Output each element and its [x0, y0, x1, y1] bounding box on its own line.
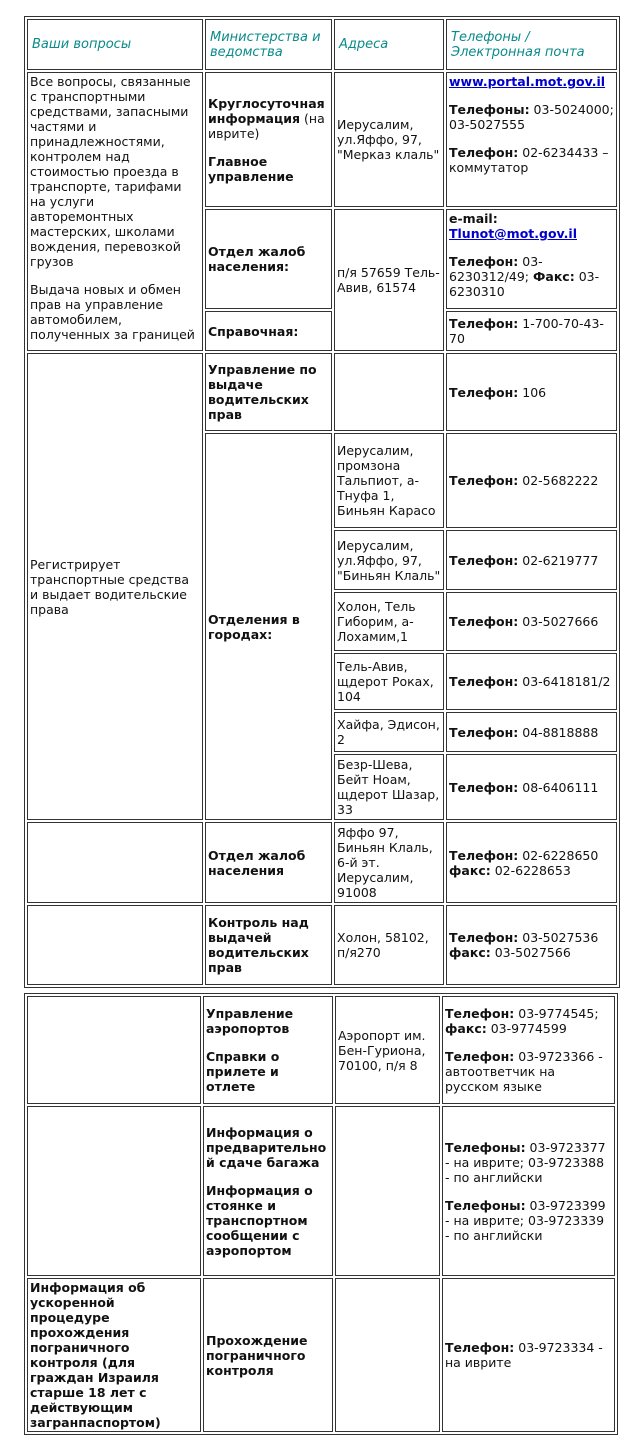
email-label: e-mail: [449, 211, 498, 226]
phone-value: 03-5027536 [518, 930, 599, 945]
question-cell [27, 1106, 201, 1276]
question-text: Все вопросы, связанные с транспортными средствами, запасными частями и принадлежностями, контролем над стоимостью проезда в транспорте, тарифами на услуги авторемонтных мастерских, школами вождения, перевозкой грузов [30, 74, 191, 269]
phone-label: Телефон: [449, 724, 519, 740]
phone-label: Телефон: [445, 1049, 515, 1064]
contact-cell [442, 996, 615, 1104]
address-cell: Безр-Шева, Бейт Ноам, щдерот Шазар, 33 [334, 754, 444, 820]
question-cell [27, 72, 203, 351]
phone-label: Телефон: [449, 552, 519, 568]
contact-cell [446, 353, 617, 431]
dept-note: (на иврите) [208, 110, 325, 141]
contact-cell [446, 712, 617, 752]
address-cell: Тель-Авив, щдерот Роках, 104 [334, 653, 444, 710]
contact-cell [442, 1278, 615, 1432]
contacts-table [24, 16, 620, 988]
table-row [27, 1278, 615, 1432]
phone-value: 03-5027666 [518, 614, 599, 629]
contact-cell [446, 209, 617, 309]
portal-link[interactable]: www.portal.mot.gov.il [449, 74, 606, 89]
phone-value: 02-6234433 – коммутатор [449, 145, 609, 175]
fax-label: факс: [449, 862, 491, 878]
address-cell: Холон, 58102, п/я270 [334, 905, 444, 985]
contact-cell [446, 822, 617, 903]
phone-value: 02-5682222 [518, 473, 599, 488]
header-ministries: Министерства и ведомства [205, 19, 332, 70]
contact-cell [446, 433, 617, 528]
header-contacts: Телефоны / Электронная почта [446, 19, 617, 70]
phone-value: 03-6418181/2 [518, 674, 611, 689]
dept-cell: Прохождение пограничного контроля [203, 1278, 333, 1432]
airport-table [24, 993, 618, 1435]
phone-label: Телефон: [449, 145, 519, 160]
phone-value: 02-6228650 [518, 847, 599, 863]
dept-cell [203, 996, 333, 1104]
contact-cell [442, 1106, 615, 1276]
table-row [27, 822, 617, 903]
phone-label: Телефон: [445, 1340, 515, 1355]
table-row [27, 353, 617, 431]
phone-label: Телефон: [445, 1006, 515, 1021]
phone-label: Телефон: [449, 316, 519, 331]
fax-value: 03-5027566 [490, 945, 571, 960]
header-questions: Ваши вопросы [27, 19, 203, 70]
address-cell: Яффо 97, Биньян Клаль, 6-й эт. Иерусалим, 91008 [334, 822, 444, 903]
phone-label: Телефон: [449, 930, 519, 945]
header-row [27, 19, 617, 70]
question-cell [27, 996, 201, 1104]
phone-label: Телефоны: [445, 1139, 526, 1155]
table-row [27, 996, 615, 1104]
address-cell [334, 353, 444, 431]
question-cell: Регистрирует транспортные средства и выдает водительские права [27, 353, 203, 820]
phone-value: 106 [518, 384, 547, 400]
table-row [27, 905, 617, 985]
contact-cell [446, 653, 617, 710]
dept-name: Главное управление [208, 153, 294, 184]
phone-label: Телефон: [449, 384, 519, 400]
dept-name: Управление аэропортов [206, 1006, 294, 1036]
phone-value: 03-6230312/49; [449, 254, 543, 284]
contact-cell [446, 72, 617, 207]
dept-cell: Справочная: [205, 311, 332, 351]
dept-cell: Контроль над выдачей водительских прав [205, 905, 332, 985]
question-text: Выдача новых и обмен прав на управление автомобилем, полученных за границей [30, 282, 195, 342]
address-cell: Иерусалим, ул.Яффо, 97, "Мерказ клаль" [334, 72, 444, 207]
question-cell: Информация об ускоренной процедуре прохождения пограничного контроля (для граждан Израиля старше 18 лет с действующим загранпаспортом) [27, 1278, 201, 1432]
dept-name: Справки о прилете и отлете [206, 1049, 280, 1094]
fax-value: 02-6228653 [490, 862, 571, 878]
phone-label: Телефоны: [445, 1197, 526, 1213]
dept-cell: Отдел жалоб населения: [205, 209, 332, 309]
dept-cell: Отделения в городах: [205, 433, 332, 820]
address-cell: Аэропорт им. Бен-Гуриона, 70100, п/я 8 [335, 996, 440, 1104]
contact-cell [446, 311, 617, 351]
table-row [27, 72, 617, 207]
phone-value: 08-6406111 [518, 779, 599, 795]
dept-cell [205, 72, 332, 207]
phone-value: 03-5024000; 03-5027555 [449, 102, 614, 132]
phone-value: 03-9774545; [514, 1006, 599, 1021]
phone-label: Телефон: [449, 473, 519, 488]
dept-cell [203, 1106, 333, 1276]
phone-value: 04-8818888 [518, 724, 599, 740]
fax-value: 03-6230310 [449, 269, 600, 299]
dept-name: Информация о предварительной сдаче багажа [206, 1124, 327, 1170]
question-cell [27, 905, 203, 985]
table-row [27, 1106, 615, 1276]
address-cell [335, 1106, 440, 1276]
phone-label: Телефон: [449, 614, 519, 629]
email-link[interactable]: Tlunot@mot.gov.il [449, 226, 577, 241]
phone-value: 1-700-70-43-70 [449, 316, 604, 346]
phone-value: 03-9723377 - на иврите; 03-9723388 - по английски [445, 1139, 606, 1185]
question-cell [27, 822, 203, 903]
dept-cell: Управление по выдаче водительских прав [205, 353, 332, 431]
header-addresses: Адреса [334, 19, 444, 70]
address-cell: Холон, Тель Гиборим, а-Лохамим,1 [334, 592, 444, 651]
contact-cell [446, 592, 617, 651]
address-cell [335, 1278, 440, 1432]
contact-cell [446, 905, 617, 985]
phone-value: 03-9723366 - автоответчик на русском языке [445, 1049, 603, 1094]
address-cell: Хайфа, Эдисон, 2 [334, 712, 444, 752]
phone-value: 03-9723399 - на иврите; 03-9723339 - по английски [445, 1197, 606, 1243]
phone-value: 02-6219777 [518, 552, 599, 568]
phone-label: Телефон: [449, 674, 519, 689]
fax-label: факс: [449, 945, 491, 960]
contact-cell [446, 530, 617, 590]
contact-cell [446, 754, 617, 820]
phone-value: 03-9723334 - на иврите [445, 1340, 603, 1370]
phone-label: Телефон: [449, 779, 519, 795]
address-cell: Иерусалим, ул.Яффо, 97, "Биньян Клаль" [334, 530, 444, 590]
phone-label: Телефон: [449, 847, 519, 863]
phone-label: Телефон: [449, 254, 519, 269]
fax-label: Факс: [532, 269, 575, 284]
dept-name: Информация о стоянке и транспортном сообщении с аэропортом [206, 1182, 313, 1258]
address-cell: п/я 57659 Тель-Авив, 61574 [334, 209, 444, 351]
phone-label: Телефоны: [449, 102, 530, 117]
dept-name: Круглосуточная информация [208, 95, 325, 126]
fax-value: 03-9774599 [486, 1021, 567, 1036]
fax-label: факс: [445, 1021, 487, 1036]
address-cell: Иерусалим, промзона Тальпиот, а-Тнуфа 1, Биньян Карасо [334, 433, 444, 528]
dept-cell: Отдел жалоб населения [205, 822, 332, 903]
